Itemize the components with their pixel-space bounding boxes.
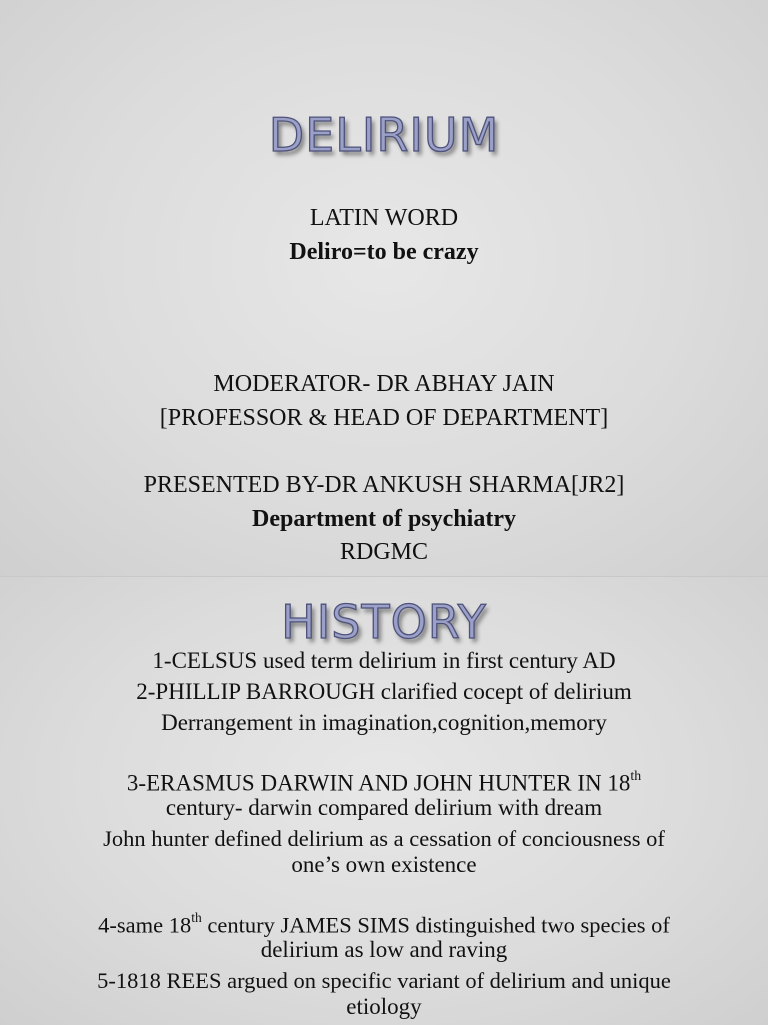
institution-name: RDGMC <box>339 539 429 565</box>
history-line-8-sup: th <box>191 909 202 925</box>
history-line-1: 1-CELSUS used term delirium in first century AD <box>152 648 616 673</box>
history-line-4-text: 3-ERASMUS DARWIN AND JOHN HUNTER IN 18 <box>126 770 631 796</box>
history-line-10: 5-1818 REES argued on specific variant of delirium and unique <box>97 968 671 993</box>
department-name: Department of psychiatry <box>252 506 516 532</box>
history-line-9: delirium as low and raving <box>260 937 508 962</box>
history-line-8-text: 4-same 18 <box>98 912 192 938</box>
history-line-2: 2-PHILLIP BARROUGH clarified cocept of delirium <box>136 679 632 704</box>
history-line-3: Derrangement in imagination,cognition,memory <box>161 710 607 735</box>
history-title: HISTORY <box>281 595 487 649</box>
history-line-4-sup: th <box>630 767 642 783</box>
history-line-8-rest: century JAMES SIMS distinguished two species of <box>201 912 670 938</box>
history-line-4 <box>0 767 768 796</box>
moderator-role: [PROFESSOR & HEAD OF DEPARTMENT] <box>159 405 609 431</box>
moderator-name: MODERATOR- DR ABHAY JAIN <box>213 371 555 397</box>
history-slide <box>0 576 768 1025</box>
slide-title: DELIRIUM <box>268 108 500 162</box>
history-line-5: century- darwin compared delirium with dream <box>165 795 603 820</box>
history-line-8 <box>0 909 768 938</box>
presenter-name: PRESENTED BY-DR ANKUSH SHARMA[JR2] <box>143 472 625 498</box>
latin-meaning: Deliro=to be crazy <box>289 239 479 265</box>
history-line-11: etiology <box>346 994 422 1019</box>
history-line-6: John hunter defined delirium as a cessation of conciousness of <box>103 826 665 851</box>
latin-word-label: LATIN WORD <box>309 205 459 231</box>
history-line-7: one’s own existence <box>291 852 477 877</box>
